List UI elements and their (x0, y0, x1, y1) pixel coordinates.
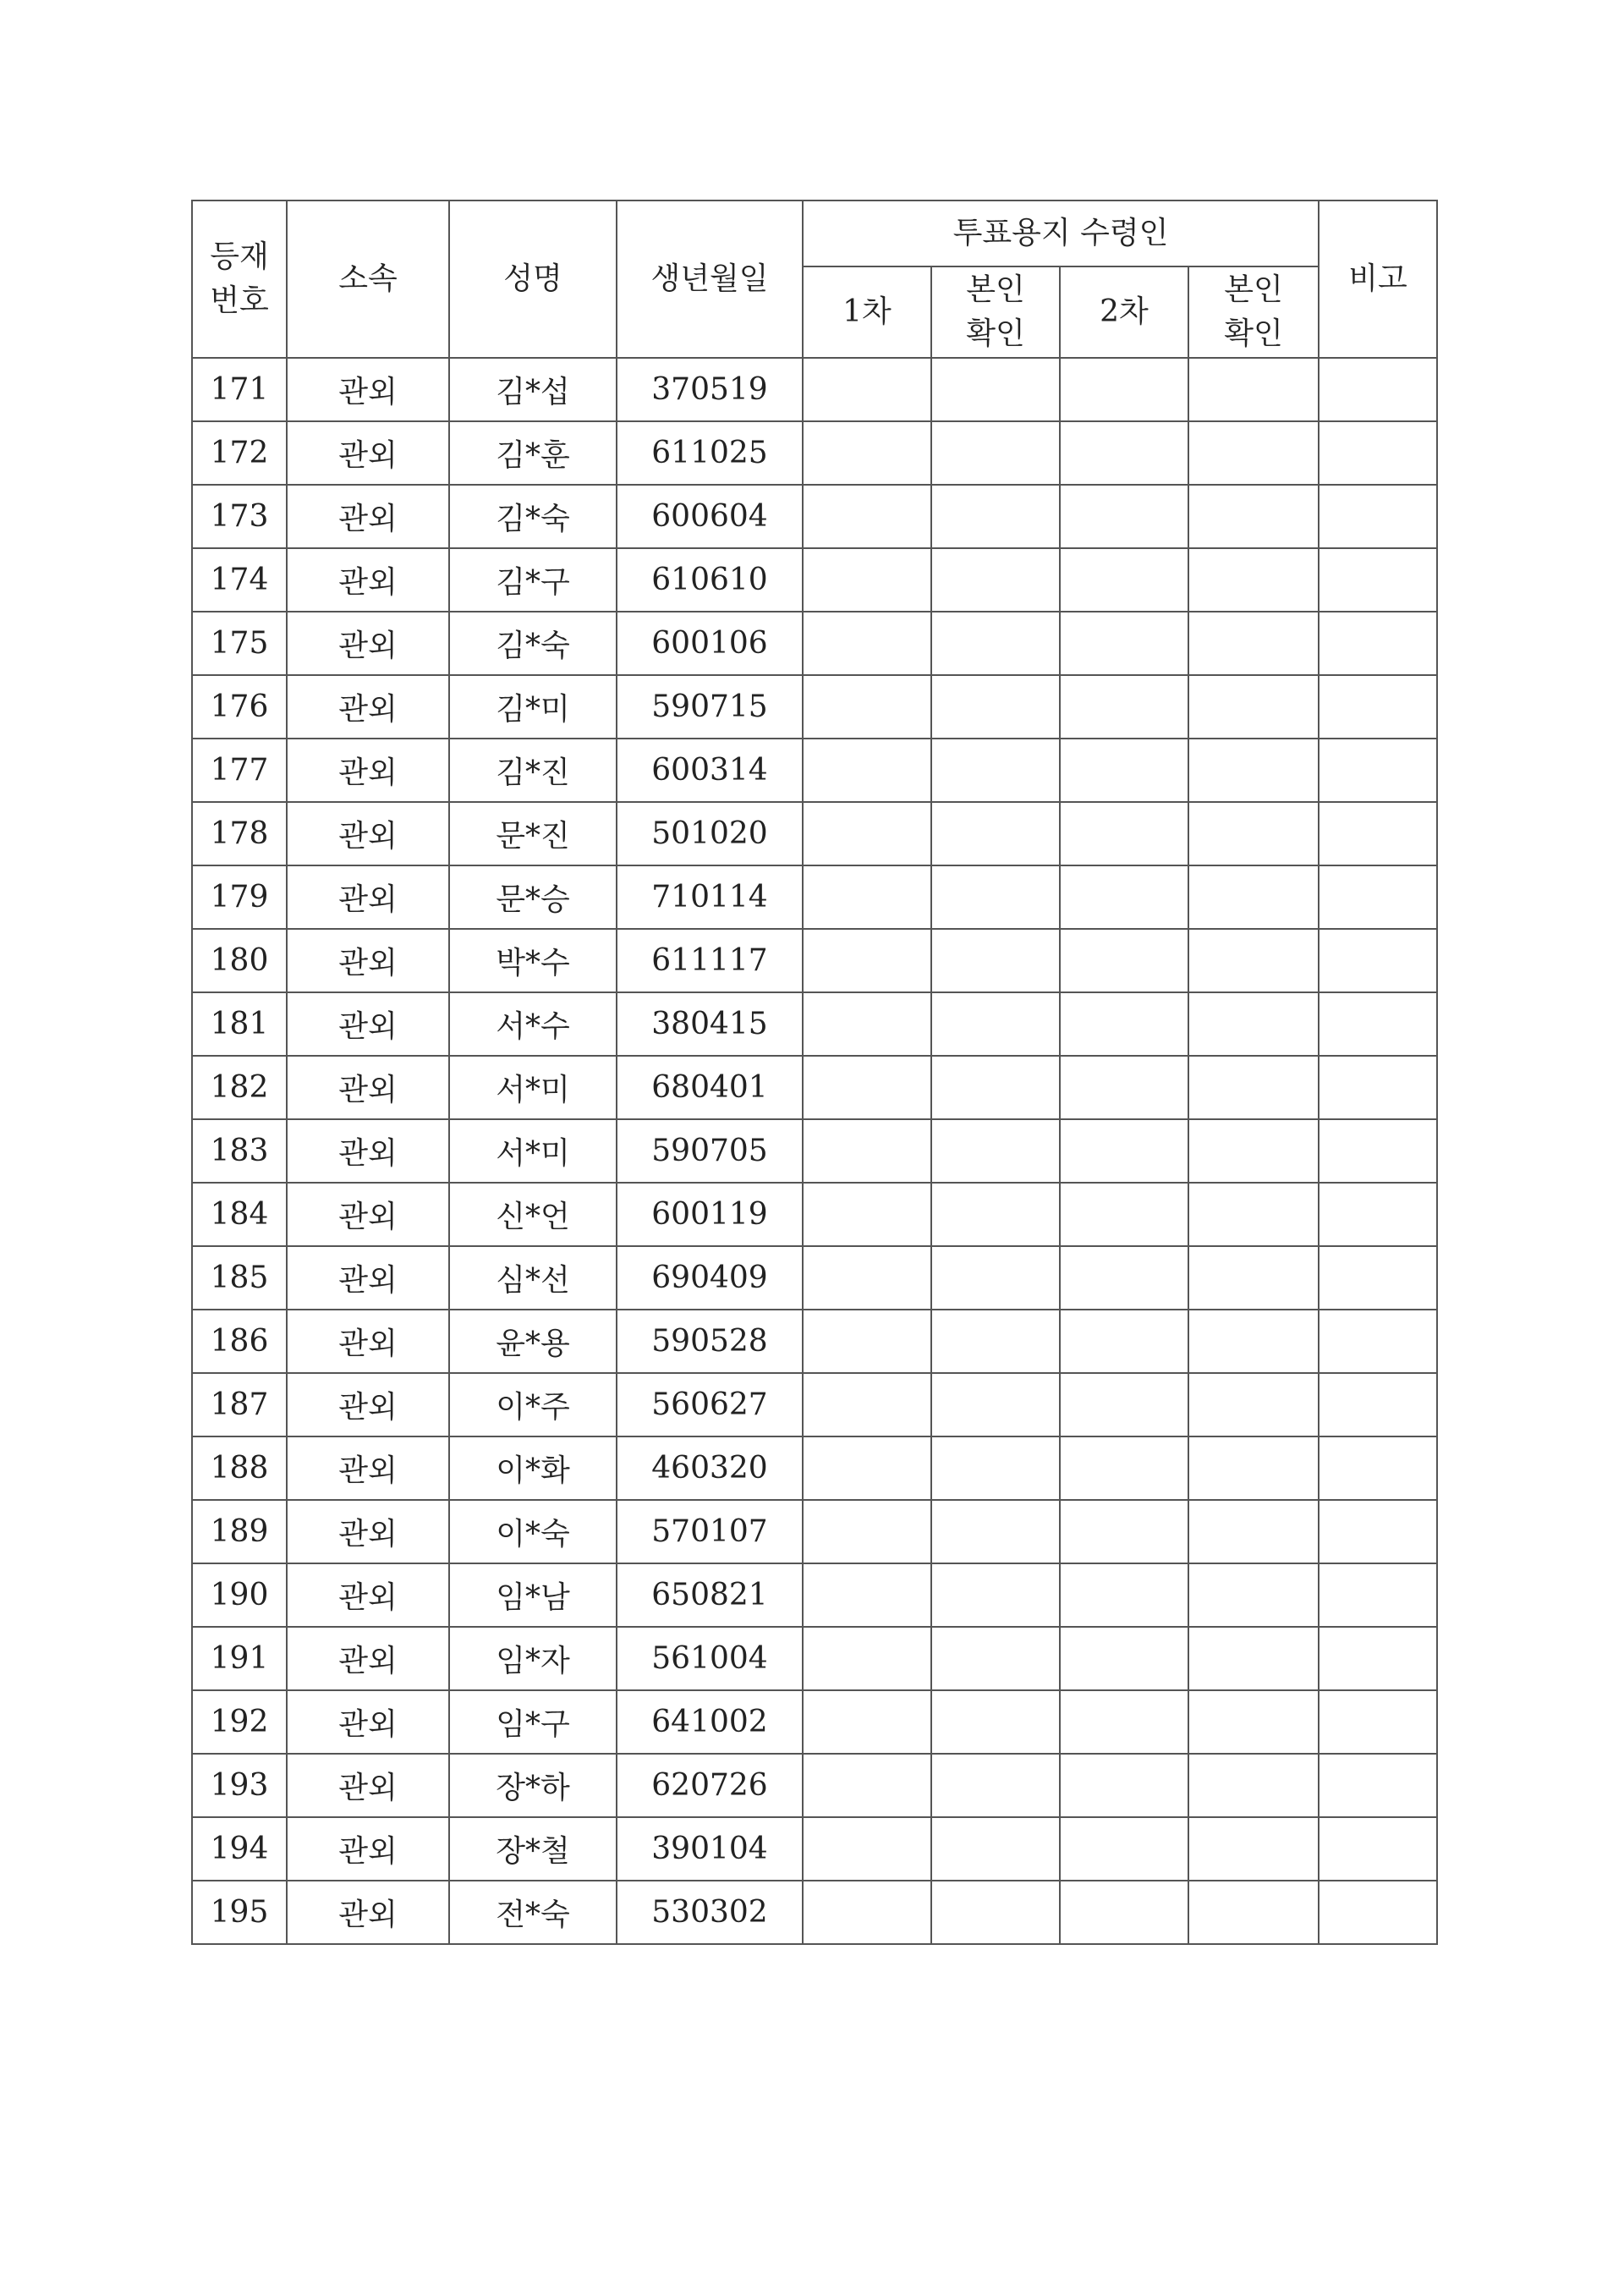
cell-remarks[interactable] (1319, 992, 1437, 1056)
cell-self-check-1[interactable] (931, 675, 1060, 739)
cell-second-receiver[interactable] (1060, 1754, 1188, 1817)
cell-reg-no: 187 (192, 1373, 287, 1436)
cell-second-receiver[interactable] (1060, 865, 1188, 929)
cell-reg-no: 175 (192, 612, 287, 675)
header-row-1 (192, 200, 1437, 266)
table-row (192, 1183, 1437, 1246)
cell-self-check-1[interactable] (931, 1627, 1060, 1690)
cell-second-receiver[interactable] (1060, 1373, 1188, 1436)
cell-name: 임*남 (449, 1563, 617, 1627)
header-first: 1차 (803, 266, 931, 358)
cell-first-receiver[interactable] (803, 1183, 931, 1246)
cell-remarks[interactable] (1319, 1056, 1437, 1119)
cell-remarks[interactable] (1319, 1436, 1437, 1500)
cell-second-receiver[interactable] (1060, 992, 1188, 1056)
cell-affiliation: 관외 (287, 675, 449, 739)
cell-birthdate: 600119 (617, 1183, 803, 1246)
cell-reg-no: 191 (192, 1627, 287, 1690)
cell-first-receiver[interactable] (803, 1563, 931, 1627)
cell-affiliation: 관외 (287, 1056, 449, 1119)
cell-self-check-2[interactable] (1188, 929, 1319, 992)
cell-name: 서*미 (449, 1119, 617, 1183)
cell-remarks[interactable] (1319, 1627, 1437, 1690)
cell-self-check-1[interactable] (931, 612, 1060, 675)
cell-affiliation: 관외 (287, 548, 449, 612)
cell-birthdate: 611117 (617, 929, 803, 992)
header-self-check-1-line1: 본인 (966, 272, 1025, 307)
cell-first-receiver[interactable] (803, 1627, 931, 1690)
cell-reg-no: 194 (192, 1817, 287, 1881)
cell-birthdate: 611025 (617, 421, 803, 485)
cell-second-receiver[interactable] (1060, 1310, 1188, 1373)
cell-affiliation: 관외 (287, 1500, 449, 1563)
cell-affiliation: 관외 (287, 612, 449, 675)
cell-self-check-1[interactable] (931, 1056, 1060, 1119)
cell-self-check-1[interactable] (931, 865, 1060, 929)
cell-name: 김*섭 (449, 358, 617, 421)
cell-birthdate: 530302 (617, 1881, 803, 1944)
cell-second-receiver[interactable] (1060, 1563, 1188, 1627)
cell-reg-no: 192 (192, 1690, 287, 1754)
cell-self-check-2[interactable] (1188, 421, 1319, 485)
cell-self-check-1[interactable] (931, 1310, 1060, 1373)
cell-name: 이*숙 (449, 1500, 617, 1563)
cell-self-check-2[interactable] (1188, 1627, 1319, 1690)
cell-self-check-2[interactable] (1188, 1500, 1319, 1563)
cell-self-check-2[interactable] (1188, 739, 1319, 802)
cell-reg-no: 185 (192, 1246, 287, 1310)
header-reg-no-line1: 등재 (210, 239, 269, 274)
cell-name: 박*수 (449, 929, 617, 992)
cell-second-receiver[interactable] (1060, 1881, 1188, 1944)
cell-self-check-2[interactable] (1188, 675, 1319, 739)
cell-second-receiver[interactable] (1060, 802, 1188, 865)
cell-self-check-1[interactable] (931, 1881, 1060, 1944)
cell-affiliation: 관외 (287, 1881, 449, 1944)
cell-affiliation: 관외 (287, 1817, 449, 1881)
cell-remarks[interactable] (1319, 675, 1437, 739)
cell-self-check-2[interactable] (1188, 992, 1319, 1056)
cell-self-check-1[interactable] (931, 1119, 1060, 1183)
cell-self-check-1[interactable] (931, 1690, 1060, 1754)
cell-first-receiver[interactable] (803, 1056, 931, 1119)
table-row (192, 865, 1437, 929)
cell-self-check-1[interactable] (931, 1817, 1060, 1881)
cell-birthdate: 650821 (617, 1563, 803, 1627)
cell-self-check-2[interactable] (1188, 1119, 1319, 1183)
cell-birthdate: 620726 (617, 1754, 803, 1817)
cell-reg-no: 178 (192, 802, 287, 865)
cell-remarks[interactable] (1319, 739, 1437, 802)
cell-second-receiver[interactable] (1060, 612, 1188, 675)
cell-remarks[interactable] (1319, 421, 1437, 485)
cell-self-check-2[interactable] (1188, 1563, 1319, 1627)
table-row (192, 1817, 1437, 1881)
table-row (192, 1436, 1437, 1500)
table-row (192, 1119, 1437, 1183)
table-row (192, 1056, 1437, 1119)
cell-name: 김*숙 (449, 485, 617, 548)
cell-self-check-1[interactable] (931, 802, 1060, 865)
cell-reg-no: 174 (192, 548, 287, 612)
cell-self-check-1[interactable] (931, 1563, 1060, 1627)
cell-first-receiver[interactable] (803, 1690, 931, 1754)
cell-self-check-2[interactable] (1188, 1690, 1319, 1754)
cell-affiliation: 관외 (287, 1310, 449, 1373)
cell-self-check-1[interactable] (931, 992, 1060, 1056)
cell-affiliation: 관외 (287, 1754, 449, 1817)
cell-reg-no: 180 (192, 929, 287, 992)
cell-affiliation: 관외 (287, 1563, 449, 1627)
cell-self-check-1[interactable] (931, 929, 1060, 992)
cell-name: 장*하 (449, 1754, 617, 1817)
table-row (192, 739, 1437, 802)
cell-first-receiver[interactable] (803, 929, 931, 992)
table-row (192, 1373, 1437, 1436)
cell-affiliation: 관외 (287, 1436, 449, 1500)
table-row (192, 992, 1437, 1056)
cell-reg-no: 182 (192, 1056, 287, 1119)
cell-reg-no: 181 (192, 992, 287, 1056)
cell-name: 김*구 (449, 548, 617, 612)
cell-birthdate: 561004 (617, 1627, 803, 1690)
table-row (192, 1754, 1437, 1817)
cell-self-check-2[interactable] (1188, 865, 1319, 929)
cell-birthdate: 460320 (617, 1436, 803, 1500)
cell-self-check-2[interactable] (1188, 1817, 1319, 1881)
cell-name: 문*진 (449, 802, 617, 865)
cell-remarks[interactable] (1319, 802, 1437, 865)
cell-remarks[interactable] (1319, 1881, 1437, 1944)
cell-name: 김*진 (449, 739, 617, 802)
cell-reg-no: 195 (192, 1881, 287, 1944)
cell-affiliation: 관외 (287, 1690, 449, 1754)
cell-second-receiver[interactable] (1060, 421, 1188, 485)
cell-second-receiver[interactable] (1060, 1690, 1188, 1754)
cell-first-receiver[interactable] (803, 865, 931, 929)
cell-reg-no: 179 (192, 865, 287, 929)
cell-affiliation: 관외 (287, 358, 449, 421)
cell-self-check-2[interactable] (1188, 1436, 1319, 1500)
cell-second-receiver[interactable] (1060, 1436, 1188, 1500)
cell-first-receiver[interactable] (803, 1754, 931, 1817)
header-remarks: 비고 (1319, 200, 1437, 358)
cell-reg-no: 176 (192, 675, 287, 739)
cell-self-check-2[interactable] (1188, 1310, 1319, 1373)
cell-remarks[interactable] (1319, 1373, 1437, 1436)
cell-self-check-1[interactable] (931, 1373, 1060, 1436)
cell-birthdate: 600106 (617, 612, 803, 675)
cell-name: 심*선 (449, 1246, 617, 1310)
cell-first-receiver[interactable] (803, 802, 931, 865)
cell-name: 이*화 (449, 1436, 617, 1500)
table-row (192, 1246, 1437, 1310)
cell-second-receiver[interactable] (1060, 1627, 1188, 1690)
cell-first-receiver[interactable] (803, 1373, 931, 1436)
cell-affiliation: 관외 (287, 421, 449, 485)
cell-remarks[interactable] (1319, 1310, 1437, 1373)
cell-remarks[interactable] (1319, 1183, 1437, 1246)
cell-self-check-1[interactable] (931, 548, 1060, 612)
cell-affiliation: 관외 (287, 1246, 449, 1310)
cell-birthdate: 590528 (617, 1310, 803, 1373)
cell-reg-no: 171 (192, 358, 287, 421)
table-row (192, 929, 1437, 992)
cell-second-receiver[interactable] (1060, 548, 1188, 612)
cell-second-receiver[interactable] (1060, 1119, 1188, 1183)
cell-self-check-2[interactable] (1188, 548, 1319, 612)
cell-remarks[interactable] (1319, 865, 1437, 929)
cell-affiliation: 관외 (287, 802, 449, 865)
cell-birthdate: 610610 (617, 548, 803, 612)
cell-birthdate: 710114 (617, 865, 803, 929)
cell-first-receiver[interactable] (803, 1119, 931, 1183)
cell-affiliation: 관외 (287, 865, 449, 929)
cell-birthdate: 600604 (617, 485, 803, 548)
cell-reg-no: 177 (192, 739, 287, 802)
cell-first-receiver[interactable] (803, 992, 931, 1056)
table-row (192, 802, 1437, 865)
table-row (192, 358, 1437, 421)
cell-self-check-1[interactable] (931, 1500, 1060, 1563)
cell-first-receiver[interactable] (803, 1500, 931, 1563)
cell-self-check-1[interactable] (931, 1183, 1060, 1246)
cell-remarks[interactable] (1319, 1119, 1437, 1183)
cell-remarks[interactable] (1319, 612, 1437, 675)
cell-name: 신*언 (449, 1183, 617, 1246)
header-self-check-2-line1: 본인 (1224, 272, 1283, 307)
cell-first-receiver[interactable] (803, 1310, 931, 1373)
cell-second-receiver[interactable] (1060, 1183, 1188, 1246)
cell-birthdate: 590715 (617, 675, 803, 739)
cell-remarks[interactable] (1319, 1246, 1437, 1310)
header-reg-no (192, 200, 287, 358)
cell-remarks[interactable] (1319, 358, 1437, 421)
cell-remarks[interactable] (1319, 548, 1437, 612)
cell-second-receiver[interactable] (1060, 929, 1188, 992)
table-row (192, 1500, 1437, 1563)
table-header (192, 200, 1437, 358)
cell-second-receiver[interactable] (1060, 1500, 1188, 1563)
table-row (192, 1881, 1437, 1944)
cell-birthdate: 370519 (617, 358, 803, 421)
cell-remarks[interactable] (1319, 1817, 1437, 1881)
header-ballot-receiver: 투표용지 수령인 (803, 200, 1319, 266)
cell-reg-no: 193 (192, 1754, 287, 1817)
cell-first-receiver[interactable] (803, 421, 931, 485)
cell-birthdate: 570107 (617, 1500, 803, 1563)
cell-birthdate: 641002 (617, 1690, 803, 1754)
cell-name: 전*숙 (449, 1881, 617, 1944)
cell-birthdate: 380415 (617, 992, 803, 1056)
table-row (192, 548, 1437, 612)
cell-second-receiver[interactable] (1060, 1246, 1188, 1310)
cell-name: 서*미 (449, 1056, 617, 1119)
cell-first-receiver[interactable] (803, 1817, 931, 1881)
header-self-check-2 (1188, 266, 1319, 358)
cell-second-receiver[interactable] (1060, 1056, 1188, 1119)
cell-affiliation: 관외 (287, 1627, 449, 1690)
header-self-check-1 (931, 266, 1060, 358)
cell-birthdate: 560627 (617, 1373, 803, 1436)
cell-self-check-1[interactable] (931, 358, 1060, 421)
cell-affiliation: 관외 (287, 1373, 449, 1436)
cell-name: 장*철 (449, 1817, 617, 1881)
cell-self-check-2[interactable] (1188, 358, 1319, 421)
cell-reg-no: 172 (192, 421, 287, 485)
cell-self-check-2[interactable] (1188, 1373, 1319, 1436)
table-row (192, 1310, 1437, 1373)
cell-first-receiver[interactable] (803, 739, 931, 802)
cell-remarks[interactable] (1319, 929, 1437, 992)
cell-name: 임*구 (449, 1690, 617, 1754)
cell-name: 김*훈 (449, 421, 617, 485)
cell-self-check-1[interactable] (931, 421, 1060, 485)
cell-self-check-2[interactable] (1188, 485, 1319, 548)
cell-name: 이*주 (449, 1373, 617, 1436)
cell-self-check-1[interactable] (931, 739, 1060, 802)
cell-affiliation: 관외 (287, 929, 449, 992)
cell-name: 김*숙 (449, 612, 617, 675)
table-row (192, 675, 1437, 739)
table-row (192, 612, 1437, 675)
header-name: 성명 (449, 200, 617, 358)
cell-reg-no: 188 (192, 1436, 287, 1500)
cell-self-check-2[interactable] (1188, 1754, 1319, 1817)
header-self-check-1-line2: 확인 (966, 316, 1025, 351)
cell-remarks[interactable] (1319, 1500, 1437, 1563)
cell-remarks[interactable] (1319, 1563, 1437, 1627)
cell-birthdate: 600314 (617, 739, 803, 802)
cell-remarks[interactable] (1319, 1690, 1437, 1754)
cell-second-receiver[interactable] (1060, 739, 1188, 802)
table-row (192, 1563, 1437, 1627)
cell-affiliation: 관외 (287, 485, 449, 548)
header-self-check-2-line2: 확인 (1224, 316, 1283, 351)
cell-affiliation: 관외 (287, 992, 449, 1056)
cell-remarks[interactable] (1319, 1754, 1437, 1817)
cell-name: 윤*용 (449, 1310, 617, 1373)
cell-first-receiver[interactable] (803, 612, 931, 675)
cell-self-check-1[interactable] (931, 1436, 1060, 1500)
cell-second-receiver[interactable] (1060, 485, 1188, 548)
cell-self-check-2[interactable] (1188, 1246, 1319, 1310)
header-reg-no-line2: 번호 (210, 283, 269, 318)
cell-self-check-1[interactable] (931, 485, 1060, 548)
cell-second-receiver[interactable] (1060, 675, 1188, 739)
cell-name: 임*자 (449, 1627, 617, 1690)
cell-self-check-2[interactable] (1188, 612, 1319, 675)
cell-reg-no: 189 (192, 1500, 287, 1563)
cell-self-check-1[interactable] (931, 1246, 1060, 1310)
table-row (192, 1690, 1437, 1754)
cell-first-receiver[interactable] (803, 485, 931, 548)
header-birthdate: 생년월일 (617, 200, 803, 358)
cell-birthdate: 690409 (617, 1246, 803, 1310)
cell-second-receiver[interactable] (1060, 358, 1188, 421)
cell-reg-no: 190 (192, 1563, 287, 1627)
cell-birthdate: 590705 (617, 1119, 803, 1183)
cell-self-check-1[interactable] (931, 1754, 1060, 1817)
cell-birthdate: 390104 (617, 1817, 803, 1881)
cell-name: 김*미 (449, 675, 617, 739)
header-affiliation: 소속 (287, 200, 449, 358)
table-row (192, 485, 1437, 548)
cell-birthdate: 501020 (617, 802, 803, 865)
voter-roster-table (191, 200, 1438, 1945)
cell-first-receiver[interactable] (803, 548, 931, 612)
cell-first-receiver[interactable] (803, 1436, 931, 1500)
cell-name: 문*승 (449, 865, 617, 929)
table-row (192, 1627, 1437, 1690)
cell-self-check-2[interactable] (1188, 1183, 1319, 1246)
cell-name: 서*수 (449, 992, 617, 1056)
table-row (192, 421, 1437, 485)
header-second: 2차 (1060, 266, 1188, 358)
cell-reg-no: 184 (192, 1183, 287, 1246)
cell-self-check-2[interactable] (1188, 1056, 1319, 1119)
cell-self-check-2[interactable] (1188, 1881, 1319, 1944)
cell-reg-no: 186 (192, 1310, 287, 1373)
cell-first-receiver[interactable] (803, 1881, 931, 1944)
cell-second-receiver[interactable] (1060, 1817, 1188, 1881)
cell-first-receiver[interactable] (803, 1246, 931, 1310)
cell-affiliation: 관외 (287, 739, 449, 802)
cell-reg-no: 173 (192, 485, 287, 548)
cell-first-receiver[interactable] (803, 358, 931, 421)
cell-first-receiver[interactable] (803, 675, 931, 739)
cell-remarks[interactable] (1319, 485, 1437, 548)
cell-affiliation: 관외 (287, 1119, 449, 1183)
cell-affiliation: 관외 (287, 1183, 449, 1246)
cell-birthdate: 680401 (617, 1056, 803, 1119)
cell-self-check-2[interactable] (1188, 802, 1319, 865)
table-body (192, 358, 1437, 1944)
cell-reg-no: 183 (192, 1119, 287, 1183)
